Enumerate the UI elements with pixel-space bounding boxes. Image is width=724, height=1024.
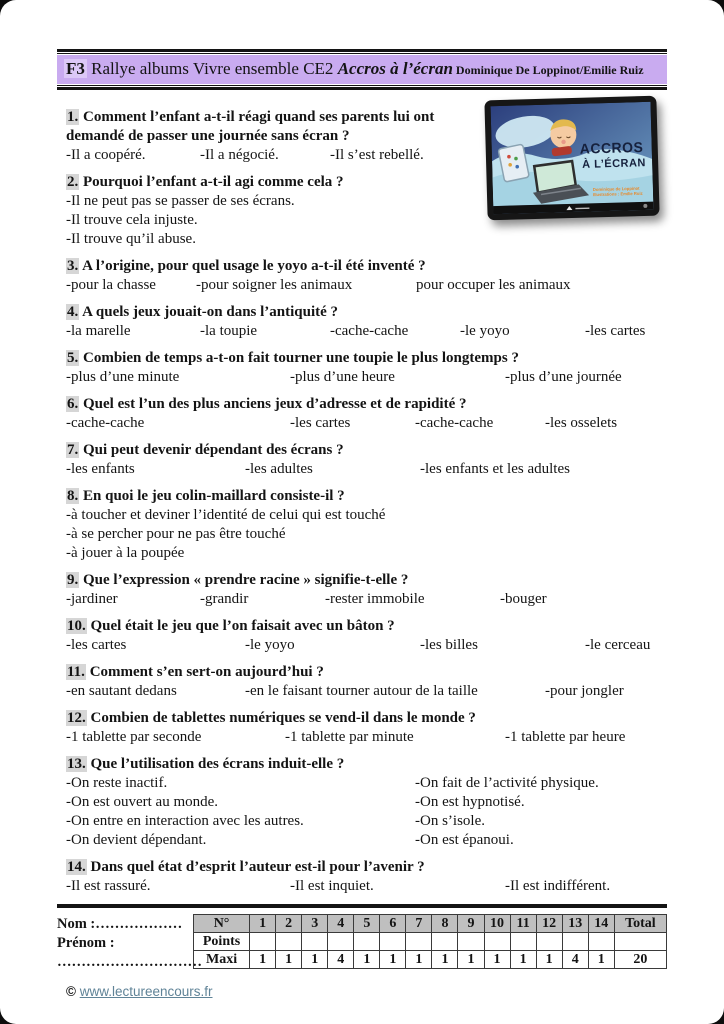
- option: -la toupie: [200, 323, 258, 340]
- option: -On entre en interaction avec les autres.: [66, 813, 304, 830]
- points-cell: [458, 933, 484, 951]
- option: -plus d’une journée: [505, 369, 622, 386]
- points-cell: [328, 933, 354, 951]
- points-cell: [484, 933, 510, 951]
- score-col-header: 14: [588, 915, 614, 933]
- score-col-header: 13: [562, 915, 588, 933]
- question-number: 12.: [67, 710, 86, 727]
- question-12: [66, 709, 658, 747]
- website-link[interactable]: www.lectureencours.fr: [79, 984, 213, 1000]
- question-5-title: [66, 349, 658, 368]
- question-14-title: [66, 858, 658, 877]
- question-8: [66, 487, 658, 563]
- option: -à toucher et deviner l’identité de celui qui est touché: [66, 507, 386, 524]
- score-col-header: 9: [458, 915, 484, 933]
- option: -Il est rassuré.: [66, 878, 151, 895]
- score-col-header: 6: [380, 915, 406, 933]
- question-text: A quels jeux jouait-on dans l’antiquité ?: [79, 304, 339, 321]
- question-number: 4.: [67, 304, 79, 321]
- maxi-cell: 1: [380, 951, 406, 969]
- points-total-cell: [614, 933, 666, 951]
- score-table-header-row: [194, 915, 667, 933]
- option: -grandir: [200, 591, 249, 608]
- points-cell: [250, 933, 276, 951]
- question-9: [66, 571, 658, 609]
- score-col-header: 5: [354, 915, 380, 933]
- option: -Il trouve cela injuste.: [66, 212, 198, 229]
- maxi-cell: 4: [562, 951, 588, 969]
- option: -les cartes: [66, 637, 127, 654]
- question-13-title: [66, 755, 658, 774]
- firstname-dotted-line: …………………………: [57, 954, 202, 971]
- option: -en sautant dedans: [66, 683, 177, 700]
- points-cell: [380, 933, 406, 951]
- option: -1 tablette par seconde: [66, 729, 202, 746]
- question-10: [66, 617, 658, 655]
- header-rule-bottom-thin: [57, 85, 667, 86]
- question-5-options: [66, 368, 658, 387]
- score-col-header: 7: [406, 915, 432, 933]
- name-field-label: Nom :………………: [57, 916, 183, 933]
- option: -rester immobile: [325, 591, 425, 608]
- header-rule-top-thick: [57, 49, 667, 52]
- question-number: 14.: [67, 859, 86, 876]
- book-cover-image: [484, 96, 659, 221]
- option: -On devient dépendant.: [66, 832, 207, 849]
- option: -pour la chasse: [66, 277, 156, 294]
- name-block: [57, 914, 202, 972]
- points-cell: [276, 933, 302, 951]
- question-3-options: [66, 276, 658, 295]
- option: -la marelle: [66, 323, 131, 340]
- question-11: [66, 663, 658, 701]
- option: -le cerceau: [585, 637, 651, 654]
- option: -pour jongler: [545, 683, 624, 700]
- option: -plus d’une heure: [290, 369, 395, 386]
- question-4-options: [66, 322, 658, 341]
- option: -à se percher pour ne pas être touché: [66, 526, 286, 543]
- question-10-options: [66, 636, 658, 655]
- maxi-total-cell: 20: [614, 951, 666, 969]
- option: -On s’isole.: [415, 813, 485, 830]
- question-6-options: [66, 414, 658, 433]
- maxi-cell: 1: [276, 951, 302, 969]
- maxi-cell: 1: [510, 951, 536, 969]
- points-cell: [406, 933, 432, 951]
- header-rule-bottom-thick: [57, 87, 667, 90]
- option: -plus d’une minute: [66, 369, 180, 386]
- question-text: Comment l’enfant a-t-il réagi quand ses parents lui ont demandé de passer une journée sans écran ?: [66, 109, 435, 145]
- question-text: A l’origine, pour quel usage le yoyo a-t-il été inventé ?: [79, 258, 426, 275]
- cover-credit-line2: Illustrations : Emilie Ruiz: [592, 191, 643, 198]
- option: -1 tablette par heure: [505, 729, 626, 746]
- question-3: [66, 257, 658, 295]
- question-number: 2.: [67, 174, 79, 191]
- option: -On fait de l’activité physique.: [415, 775, 599, 792]
- question-number: 11.: [67, 664, 85, 681]
- points-cell: [510, 933, 536, 951]
- option: -jardiner: [66, 591, 118, 608]
- question-13: [66, 755, 658, 850]
- question-9-options: [66, 590, 658, 609]
- option: -les cartes: [585, 323, 646, 340]
- score-section: [57, 914, 667, 972]
- question-number: 1.: [67, 109, 79, 126]
- question-3-title: [66, 257, 658, 276]
- option: -le yoyo: [460, 323, 510, 340]
- question-text: Qui peut devenir dépendant des écrans ?: [79, 442, 344, 459]
- option: -les enfants et les adultes: [420, 461, 570, 478]
- option: -On est hypnotisé.: [415, 794, 525, 811]
- maxi-cell: 1: [484, 951, 510, 969]
- sheet-title: Rallye albums Vivre ensemble CE2: [86, 59, 338, 78]
- footer: [66, 984, 724, 999]
- points-cell: [536, 933, 562, 951]
- maxi-row-label: Maxi: [194, 951, 250, 969]
- question-text: Combien de tablettes numériques se vend-il dans le monde ?: [86, 710, 476, 727]
- question-text: Dans quel état d’esprit l’auteur est-il pour l’avenir ?: [86, 859, 425, 876]
- sheet-code: F3: [66, 59, 85, 78]
- copyright-symbol: ©: [66, 984, 80, 1000]
- question-number: 9.: [67, 572, 79, 589]
- points-cell: [588, 933, 614, 951]
- score-table: [193, 914, 667, 969]
- option: -cache-cache: [66, 415, 145, 432]
- option: -les billes: [420, 637, 478, 654]
- question-11-title: [66, 663, 658, 682]
- score-col-header: 4: [328, 915, 354, 933]
- cover-credit-line1: Dominique de Loppinot: [592, 186, 640, 193]
- maxi-cell: 1: [458, 951, 484, 969]
- question-text: Quel était le jeu que l’on faisait avec un bâton ?: [86, 618, 395, 635]
- option: -Il est inquiet.: [290, 878, 374, 895]
- option: -les osselets: [545, 415, 618, 432]
- cover-title-line1: ACCROS: [579, 139, 644, 158]
- maxi-cell: 1: [302, 951, 328, 969]
- points-cell: [562, 933, 588, 951]
- question-number: 13.: [67, 756, 86, 773]
- maxi-cell: 1: [536, 951, 562, 969]
- points-row: [194, 933, 667, 951]
- maxi-row: [194, 951, 667, 969]
- maxi-cell: 1: [588, 951, 614, 969]
- maxi-cell: 1: [432, 951, 458, 969]
- question-7-options: [66, 460, 658, 479]
- score-col-header: 8: [432, 915, 458, 933]
- option: -les adultes: [245, 461, 313, 478]
- question-text: Combien de temps a-t-on fait tourner une toupie le plus longtemps ?: [79, 350, 519, 367]
- question-12-options: [66, 728, 658, 747]
- score-col-header: 2: [276, 915, 302, 933]
- points-cell: [302, 933, 328, 951]
- score-col-header: 11: [510, 915, 536, 933]
- header-bar: [57, 55, 667, 84]
- book-cover-frame: [484, 96, 659, 221]
- question-number: 10.: [67, 618, 86, 635]
- question-text: En quoi le jeu colin-maillard consiste-il ?: [79, 488, 345, 505]
- maxi-cell: 1: [354, 951, 380, 969]
- option: -Il s’est rebellé.: [330, 147, 424, 164]
- option: -cache-cache: [415, 415, 494, 432]
- question-6: [66, 395, 658, 433]
- question-7: [66, 441, 658, 479]
- question-12-title: [66, 709, 658, 728]
- score-col-header: N°: [194, 915, 250, 933]
- maxi-cell: 1: [250, 951, 276, 969]
- option: -Il est indifférent.: [505, 878, 611, 895]
- option: -le yoyo: [245, 637, 295, 654]
- maxi-cell: 1: [406, 951, 432, 969]
- question-text: Que l’utilisation des écrans induit-elle ?: [86, 756, 345, 773]
- option: -bouger: [500, 591, 547, 608]
- points-row-label: Points: [194, 933, 250, 951]
- points-cell: [432, 933, 458, 951]
- option: -On est ouvert au monde.: [66, 794, 219, 811]
- points-cell: [354, 933, 380, 951]
- question-number: 3.: [67, 258, 79, 275]
- option: -en le faisant tourner autour de la taille: [245, 683, 478, 700]
- question-number: 8.: [67, 488, 79, 505]
- option: -Il a coopéré.: [66, 147, 146, 164]
- question-6-title: [66, 395, 658, 414]
- question-number: 7.: [67, 442, 79, 459]
- score-col-header: Total: [614, 915, 666, 933]
- option: -à jouer à la poupée: [66, 545, 185, 562]
- header-rule-top-thin: [57, 53, 667, 54]
- question-13-options: [66, 774, 658, 850]
- firstname-field-label: Prénom :: [57, 935, 115, 952]
- question-4: [66, 303, 658, 341]
- question-number: 5.: [67, 350, 79, 367]
- question-text: Comment s’en sert-on aujourd’hui ?: [85, 664, 324, 681]
- question-11-options: [66, 682, 658, 701]
- book-title: Accros à l’écran: [337, 59, 453, 78]
- score-col-header: 1: [250, 915, 276, 933]
- header: [57, 49, 667, 90]
- score-col-header: 10: [484, 915, 510, 933]
- question-text: Que l’expression « prendre racine » signifie-t-elle ?: [79, 572, 409, 589]
- question-4-title: [66, 303, 658, 322]
- question-8-title: [66, 487, 658, 506]
- question-7-title: [66, 441, 658, 460]
- option: -cache-cache: [330, 323, 409, 340]
- option: -On est épanoui.: [415, 832, 514, 849]
- option: -Il ne peut pas se passer de ses écrans.: [66, 193, 295, 210]
- section-divider: [57, 904, 667, 908]
- question-number: 6.: [67, 396, 79, 413]
- option: pour occuper les animaux: [416, 277, 571, 294]
- book-cover-illustration: [491, 102, 654, 214]
- option: -On reste inactif.: [66, 775, 168, 792]
- option: -1 tablette par minute: [285, 729, 414, 746]
- question-5: [66, 349, 658, 387]
- option: -les enfants: [66, 461, 135, 478]
- question-14: [66, 858, 658, 896]
- cover-title-line2: À L’ÉCRAN: [582, 157, 647, 172]
- book-authors: Dominique De Loppinot/Emilie Ruiz: [452, 63, 644, 77]
- maxi-cell: 4: [328, 951, 354, 969]
- option: -Il a négocié.: [200, 147, 279, 164]
- question-9-title: [66, 571, 658, 590]
- question-10-title: [66, 617, 658, 636]
- questions-area: [66, 108, 658, 896]
- option: -Il trouve qu’il abuse.: [66, 231, 196, 248]
- score-col-header: 12: [536, 915, 562, 933]
- question-14-options: [66, 877, 658, 896]
- question-text: Pourquoi l’enfant a-t-il agi comme cela ?: [79, 174, 344, 191]
- question-text: Quel est l’un des plus anciens jeux d’adresse et de rapidité ?: [79, 396, 467, 413]
- option: -les cartes: [290, 415, 351, 432]
- score-col-header: 3: [302, 915, 328, 933]
- option: -pour soigner les animaux: [196, 277, 353, 294]
